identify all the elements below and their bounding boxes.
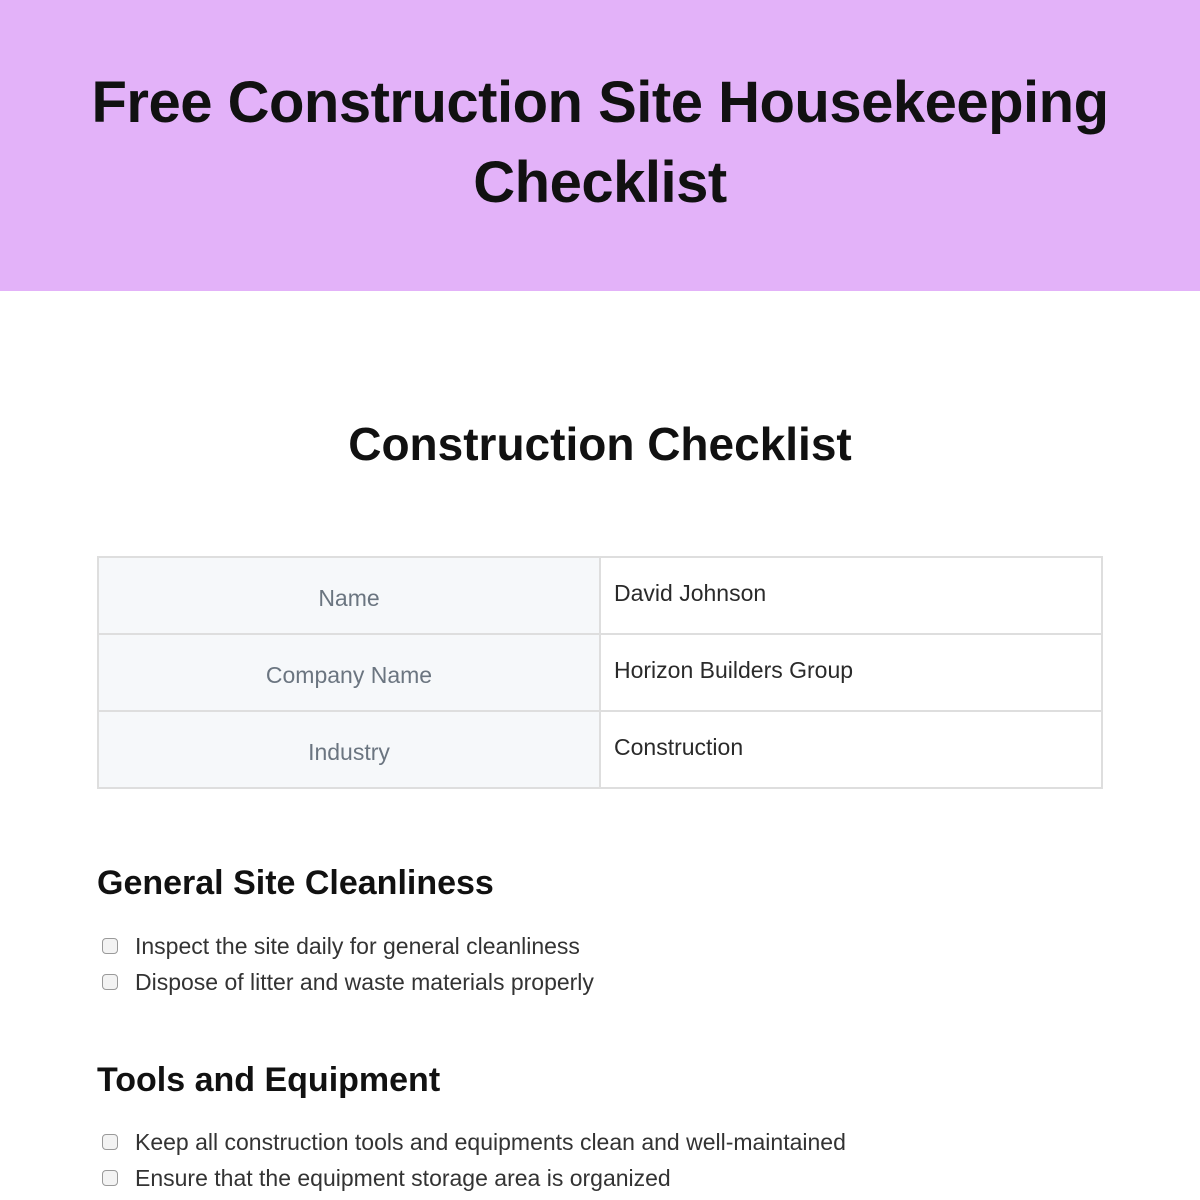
name-label: Name <box>98 557 600 634</box>
checklist-item <box>97 964 1097 1000</box>
table-row <box>98 634 1102 711</box>
checklist-item <box>97 1124 1097 1160</box>
document-title: Construction Checklist <box>348 418 852 470</box>
industry-label: Industry <box>98 711 600 788</box>
section-general-site-cleanliness <box>97 861 1097 1000</box>
header-banner <box>0 0 1200 291</box>
checkbox[interactable] <box>102 1134 118 1150</box>
company-name-value: Horizon Builders Group <box>600 634 1102 711</box>
section-tools-and-equipment <box>97 1058 1097 1196</box>
industry-value: Construction <box>600 711 1102 788</box>
section-heading: Tools and Equipment <box>97 1061 441 1099</box>
checkbox[interactable] <box>102 938 118 954</box>
checkbox[interactable] <box>102 1170 118 1186</box>
checklist-item-label: Keep all construction tools and equipments clean and well-maintained <box>135 1128 846 1155</box>
checklist-item-label: Dispose of litter and waste materials properly <box>135 968 594 995</box>
company-name-label: Company Name <box>98 634 600 711</box>
table-row <box>98 557 1102 634</box>
checklist <box>97 1124 1097 1196</box>
checklist-item <box>97 1160 1097 1196</box>
banner-title: Free Construction Site Housekeeping Checklist <box>91 69 1109 215</box>
info-table <box>97 556 1103 789</box>
checklist-item <box>97 928 1097 964</box>
checklist-item-label: Ensure that the equipment storage area is organized <box>135 1164 671 1191</box>
table-row <box>98 711 1102 788</box>
checklist-item-label: Inspect the site daily for general cleanliness <box>135 932 580 959</box>
checklist <box>97 928 1097 1000</box>
checkbox[interactable] <box>102 974 118 990</box>
section-heading: General Site Cleanliness <box>97 864 494 902</box>
name-value: David Johnson <box>600 557 1102 634</box>
